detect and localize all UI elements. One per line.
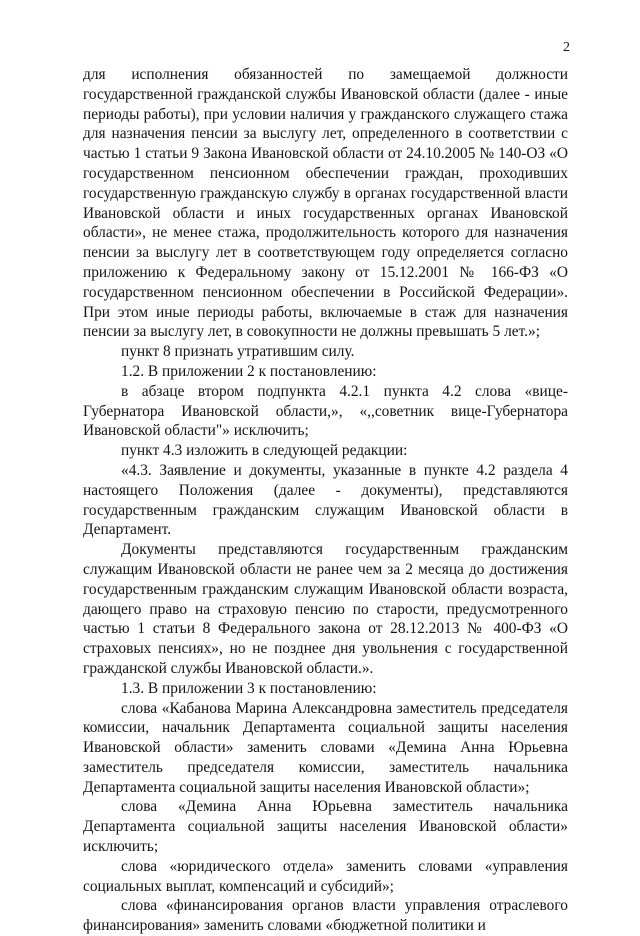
paragraph-item-4-3-intro: пункт 4.3 изложить в следующей редакции: — [121, 442, 408, 460]
page-number: 2 — [563, 40, 570, 55]
paragraph-item-4-3-text: «4.3. Заявление и документы, указанные в пункте 4.2 раздела 4 настоящего Положения (далее - документы), представляются государственным гражданским служащим Ивановской области в Департамент. — [83, 461, 568, 539]
paragraph-subitem-4-2-1: в абзаце втором подпункта 4.2.1 пункта 4.2 слова «вице-Губернатора Ивановской области,», «,,советник вице-Губернатора Ивановской области"» исключить; — [83, 382, 568, 440]
paragraph-section-1-3: 1.3. В приложении 3 к постановлению: — [121, 679, 377, 697]
paragraph-legal-dept-replace: слова «юридического отдела» заменить словами «управления социальных выплат, компенсаций и субсидий»; — [83, 857, 568, 895]
paragraph-kabanova-replace: слова «Кабанова Марина Александровна заместитель председателя комиссии, начальник Департамента социальной защиты населения Ивановской области» заменить словами «Демина Анна Юрьевна заместитель председателя комиссии, заместитель начальника Департамента социальной защиты населения Ивановской области»; — [83, 699, 568, 796]
paragraph-documents-deadline: Документы представляются государственным гражданским служащим Ивановской области не ранее чем за 2 месяца до достижения государственным гражданским служащим Ивановской области возраста, дающего право на страховую пенсию по старости, предусмотренного частью 1 статьи 8 Федерального закона от 28.12.2013 № 400-ФЗ «О страховых пенсиях», но не позднее дня увольнения с государственной гражданской службы Ивановской области.». — [83, 541, 568, 677]
paragraph-financing-replace: слова «финансирования органов власти управления отраслевого финансирования» заменить словами «бюджетной политики и — [83, 897, 568, 935]
paragraph-continuation: для исполнения обязанностей по замещаемой должности государственной гражданской службы Ивановской области (далее - иные периоды работы), при условии наличия у гражданского служащего стажа для назначения пенсии за выслугу лет, определенного в соответствии с частью 1 статьи 9 Закона Ивановской области от 24.10.2005 № 140-ОЗ «О государственном пенсионном обеспечении граждан, проходивших государственную гражданскую службу в органах государственной власти Ивановской области и иных государственных органах Ивановской области», не менее стажа, продолжительность которого для назначения пенсии за выслугу лет в соответствующем году определяется согласно приложению к Федеральному закону от 15.12.2001 № 166-ФЗ «О государственном пенсионном обеспечении в Российской Федерации». При этом иные периоды работы, включаемые в стаж для назначения пенсии за выслугу лет, в совокупности не должны превышать 5 лет.»; — [83, 66, 568, 341]
document-body — [83, 65, 568, 936]
paragraph-item8-repeal: пункт 8 признать утратившим силу. — [121, 343, 355, 361]
paragraph-section-1-2: 1.2. В приложении 2 к постановлению: — [121, 362, 377, 380]
paragraph-demina-exclude: слова «Демина Анна Юрьевна заместитель начальника Департамента социальной защиты населения Ивановской области» исключить; — [83, 798, 568, 856]
